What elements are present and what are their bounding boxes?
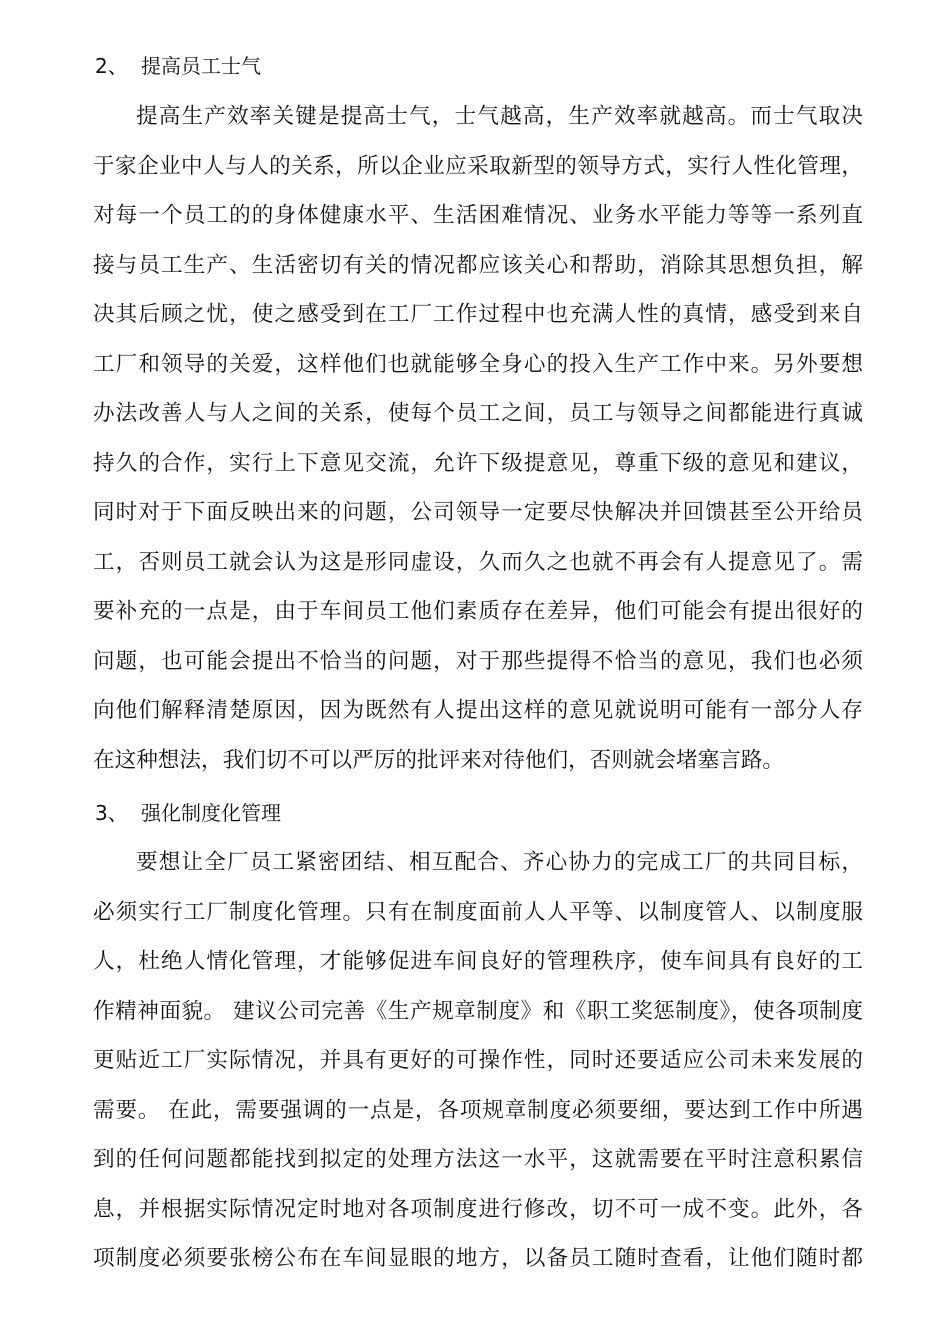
paragraph-line: 决其后顾之忧，使之感受到在工厂工作过程中也充满人性的真情，感受到来自 — [93, 302, 863, 327]
section-3-number: 3、 — [95, 801, 128, 825]
paragraph-line: 需要。 在此，需要强调的一点是，各项规章制度必须要细，要达到工作中所遇 — [93, 1097, 863, 1123]
section-2-heading — [95, 46, 261, 86]
section-3-heading — [95, 793, 281, 833]
section-3-paragraph — [93, 838, 863, 1284]
paragraph-line: 办法改善人与人之间的关系，使每个员工之间，员工与领导之间都能进行真诚 — [93, 401, 863, 426]
paragraph-line: 工，否则员工就会认为这是形同虚设，久而久之也就不再会有人提意见了。需 — [93, 549, 863, 575]
paragraph-line: 持久的合作，实行上下意见交流，允许下级提意见，尊重下级的意见和建议， — [93, 450, 863, 476]
paragraph-line: 于家企业中人与人的关系，所以企业应采取新型的领导方式，实行人性化管理， — [93, 153, 863, 179]
paragraph-line: 向他们解释清楚原因，因为既然有人提出这样的意见就说明可能有一部分人存 — [93, 698, 863, 723]
section-2-title: 提高员工士气 — [141, 54, 261, 78]
paragraph-line: 要补充的一点是，由于车间员工他们素质存在差异，他们可能会有提出很好的 — [93, 599, 863, 624]
section-3-title: 强化制度化管理 — [141, 801, 281, 825]
paragraph-line: 到的任何问题都能找到拟定的处理方法这一水平，这就需要在平时注意积累信 — [93, 1147, 863, 1172]
paragraph-line: 更贴近工厂实际情况，并具有更好的可操作性，同时还要适应公司未来发展的 — [93, 1048, 863, 1073]
paragraph-line: 息，并根据实际情况定时地对各项制度进行修改，切不可一成不变。此外，各 — [93, 1196, 863, 1222]
paragraph-line: 在这种想法，我们切不可以严厉的批评来对待他们，否则就会堵塞言路。 — [93, 747, 785, 773]
paragraph-line: 问题，也可能会提出不恰当的问题，对于那些提得不恰当的意见，我们也必须 — [93, 648, 863, 674]
paragraph-line: 要想让全厂员工紧密团结、相互配合、齐心协力的完成工厂的共同目标， — [136, 850, 863, 875]
paragraph-line: 接与员工生产、生活密切有关的情况都应该关心和帮助，消除其思想负担，解 — [93, 252, 863, 278]
paragraph-line: 作精神面貌。 建议公司完善《生产规章制度》和《职工奖惩制度》，使各项制度 — [93, 998, 863, 1024]
section-2-paragraph — [93, 92, 863, 785]
paragraph-line: 项制度必须要张榜公布在车间显眼的地方，以备员工随时查看，让他们随时都 — [93, 1246, 863, 1271]
paragraph-line: 人，杜绝人情化管理，才能够促进车间良好的管理秩序，使车间具有良好的工 — [93, 949, 863, 974]
paragraph-line: 同时对于下面反映出来的问题，公司领导一定要尽快解决并回馈甚至公开给员 — [93, 500, 863, 525]
paragraph-line: 工厂和领导的关爱，这样他们也就能够全身心的投入生产工作中来。另外要想 — [93, 351, 863, 377]
paragraph-line: 提高生产效率关键是提高士气，士气越高，生产效率就越高。而士气取决 — [136, 104, 863, 129]
paragraph-line: 对每一个员工的的身体健康水平、生活困难情况、业务水平能力等等一系列直 — [93, 203, 863, 228]
section-2-number: 2、 — [95, 54, 128, 78]
paragraph-line: 必须实行工厂制度化管理。只有在制度面前人人平等、以制度管人、以制度服 — [93, 899, 863, 925]
